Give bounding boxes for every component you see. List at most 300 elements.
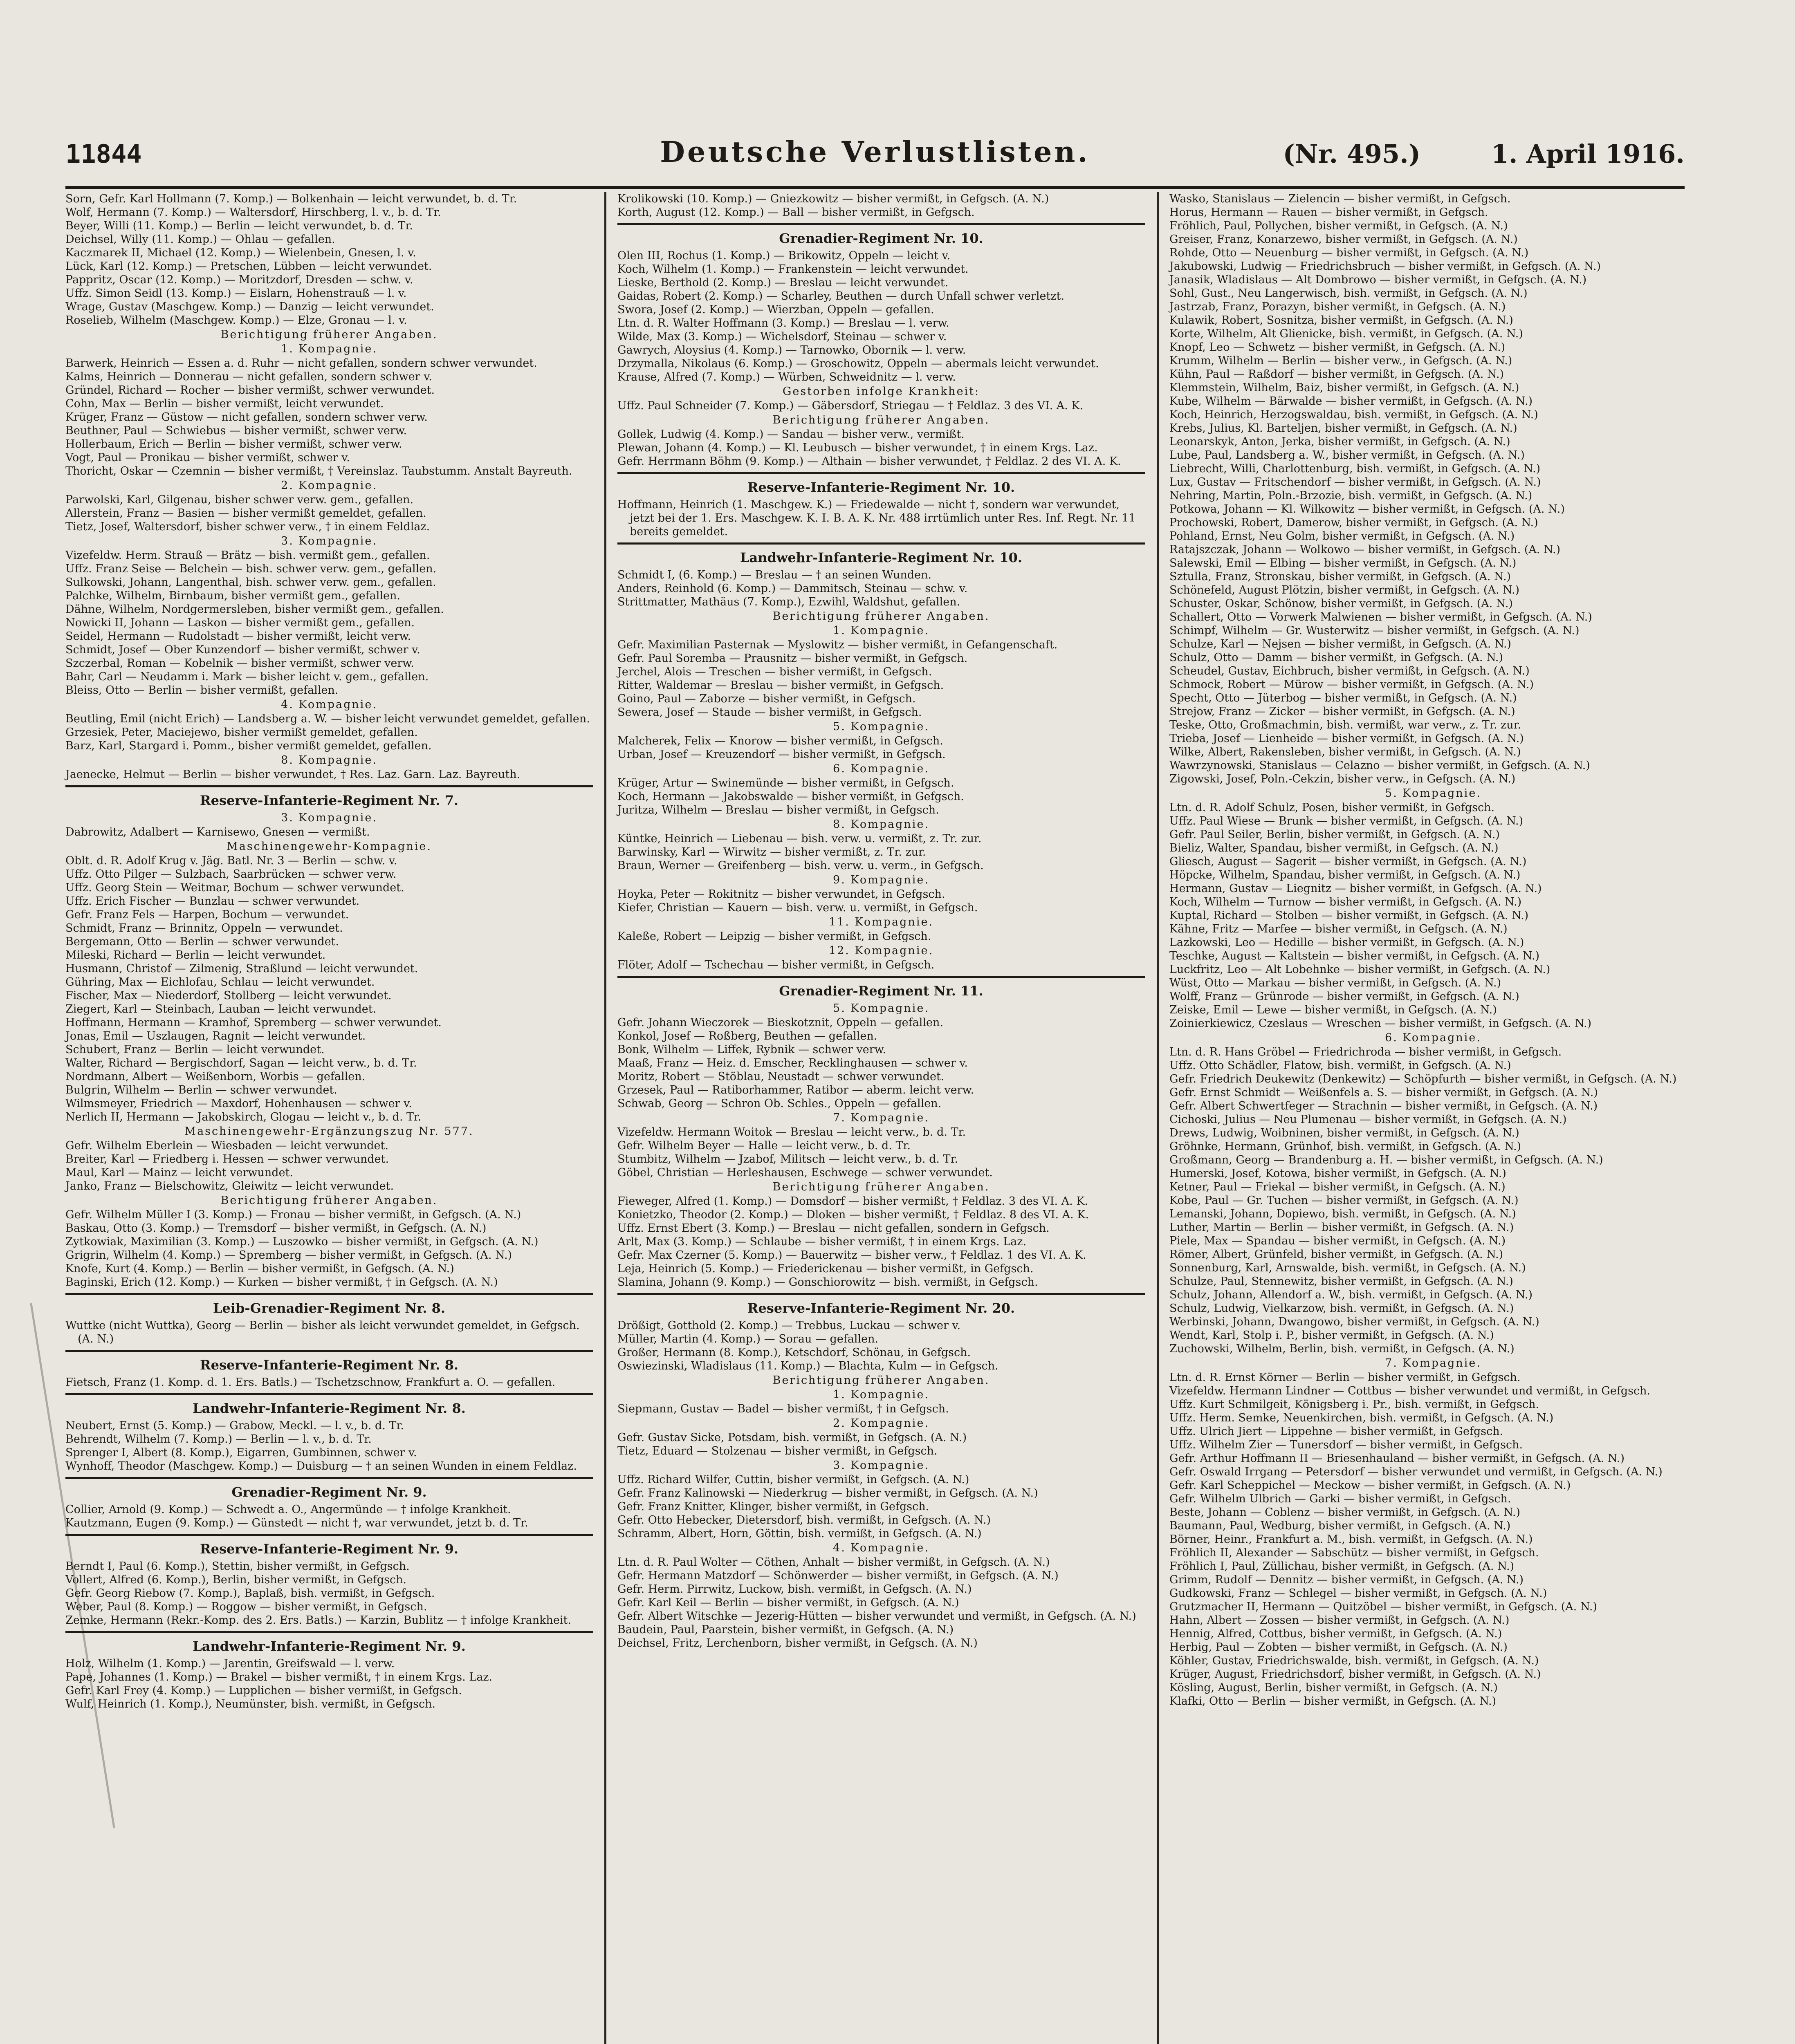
subheading: 7. Kompagnie. <box>833 1112 929 1124</box>
casualty-entry: Grzesiek, Peter, Maciejewo, bisher vermißt gemeldet, gefallen. <box>65 726 418 739</box>
casualty-entry: Weber, Paul (8. Komp.) — Roggow — bisher vermißt, in Gefgsch. <box>65 1600 427 1613</box>
casualty-entry: Gaidas, Robert (2. Komp.) — Scharley, Beuthen — durch Unfall schwer verletzt. <box>617 290 1065 303</box>
casualty-entry: Sztulla, Franz, Stronskau, bisher vermißt, in Gefgsch. (A. N.) <box>1169 570 1511 583</box>
casualty-entry: Grigrin, Wilhelm (4. Komp.) — Spremberg — bisher vermißt, in Gefgsch. (A. N.) <box>65 1249 512 1262</box>
casualty-entry: Schulz, Ludwig, Vielkarzow, bish. vermißt, in Gefgsch. (A. N.) <box>1169 1302 1514 1315</box>
casualty-entry: Fröhlich I, Paul, Züllichau, bisher vermißt, in Gefgsch. (A. N.) <box>1169 1560 1515 1573</box>
casualty-entry: Luckfritz, Leo — Alt Lobehnke — bisher vermißt, in Gefgsch. (A. N.) <box>1169 963 1550 976</box>
casualty-entry: Gefr. Wilhelm Eberlein — Wiesbaden — leicht verwundet. <box>65 1139 388 1152</box>
casualty-entry: Schulz, Johann, Allendorf a. W., bish. vermißt, in Gefgsch. (A. N.) <box>1169 1289 1533 1301</box>
casualty-entry: Hollerbaum, Erich — Berlin — bisher vermißt, schwer verw. <box>65 438 402 450</box>
casualty-entry: Anders, Reinhold (6. Komp.) — Dammitsch, Steinau — schw. v. <box>617 582 968 595</box>
casualty-entry: Krüger, August, Friedrichsdorf, bisher vermißt, in Gefgsch. (A. N.) <box>1169 1668 1541 1681</box>
casualty-entry: Großer, Hermann (8. Komp.), Ketschdorf, Schönau, in Gefgsch. <box>617 1346 971 1359</box>
casualty-entry: Uffz. Paul Schneider (7. Komp.) — Gäbersdorf, Striegau — † Feldlaz. 3 des VI. A. K. <box>617 399 1084 412</box>
casualty-entry: Ketner, Paul — Friekal — bisher vermißt, in Gefgsch. (A. N.) <box>1169 1181 1506 1193</box>
casualty-entry: Lieske, Berthold (2. Komp.) — Breslau — leicht verwundet. <box>617 276 949 289</box>
casualty-entry: Gefr. Herm. Pirrwitz, Luckow, bish. vermißt, in Gefgsch. (A. N.) <box>617 1583 972 1596</box>
casualty-entry: Baginski, Erich (12. Komp.) — Kurken — bisher vermißt, † in Gefgsch. (A. N.) <box>65 1276 498 1289</box>
section-rule <box>65 1631 593 1633</box>
casualty-entry: Zemke, Hermann (Rekr.-Komp. des 2. Ers. Batls.) — Karzin, Bublitz — † infolge Krankheit. <box>65 1614 571 1627</box>
casualty-entry: Großmann, Georg — Brandenburg a. H. — bisher vermißt, in Gefgsch. (A. N.) <box>1169 1154 1603 1166</box>
subheading: 3. Kompagnie. <box>833 1459 929 1472</box>
regiment-heading: Grenadier-Regiment Nr. 9. <box>231 1484 427 1500</box>
casualty-entry: Breiter, Karl — Friedberg i. Hessen — schwer verwundet. <box>65 1153 389 1165</box>
casualty-entry: Kaleße, Robert — Leipzig — bisher vermißt, in Gefgsch. <box>617 930 931 943</box>
subheading: 8. Kompagnie. <box>833 818 929 831</box>
casualty-entry: Kuptal, Richard — Stolben — bisher vermißt, in Gefgsch. (A. N.) <box>1169 909 1529 922</box>
subheading: 12. Kompagnie. <box>828 944 934 957</box>
casualty-entry: Drews, Ludwig, Woibninen, bisher vermißt, in Gefgsch. (A. N.) <box>1169 1127 1519 1139</box>
issue-date <box>1283 139 1685 169</box>
casualty-entry: Gudkowski, Franz — Schlegel — bisher vermißt, in Gefgsch. (A. N.) <box>1169 1587 1547 1600</box>
section-rule <box>617 223 1145 225</box>
column-middle <box>617 192 1145 1650</box>
casualty-entry: Krolikowski (10. Komp.) — Gniezkowitz — bisher vermißt, in Gefgsch. (A. N.) <box>617 193 1049 205</box>
casualty-entry: Vizefeldw. Hermann Lindner — Cottbus — bisher verwundet und vermißt, in Gefgsch. <box>1169 1385 1651 1397</box>
casualty-entry: Berndt I, Paul (6. Komp.), Stettin, bisher vermißt, in Gefgsch. <box>65 1560 410 1573</box>
regiment-heading: Reserve-Infanterie-Regiment Nr. 8. <box>200 1357 458 1373</box>
casualty-entry: Wilke, Albert, Rakensleben, bisher vermißt, in Gefgsch. (A. N.) <box>1169 746 1521 758</box>
casualty-entry: Palchke, Wilhelm, Birnbaum, bisher vermißt gem., gefallen. <box>65 589 400 602</box>
casualty-entry: Korth, August (12. Komp.) — Ball — bisher vermißt, in Gefgsch. <box>617 206 975 219</box>
casualty-entry: Grutzmacher II, Hermann — Quitzöbel — bisher vermißt, in Gefgsch. (A. N.) <box>1169 1600 1597 1613</box>
page-number: 11844 <box>65 139 142 169</box>
casualty-entry: Gröhnke, Hermann, Grünhof, bish. vermißt, in Gefgsch. (A. N.) <box>1169 1140 1521 1153</box>
casualty-entry: Humerski, Josef, Kotowa, bisher vermißt, in Gefgsch. (A. N.) <box>1169 1167 1506 1180</box>
casualty-entry: Beste, Johann — Coblenz — bisher vermißt, in Gefgsch. (A. N.) <box>1169 1506 1521 1519</box>
casualty-entry: Ratajszczak, Johann — Wolkowo — bisher vermißt, in Gefgsch. (A. N.) <box>1169 543 1561 556</box>
casualty-entry: Strittmatter, Mathäus (7. Komp.), Ezwihl, Waldshut, gefallen. <box>617 596 960 608</box>
date-text: 1. April 1916. <box>1491 139 1685 169</box>
column-divider <box>1157 192 1159 2044</box>
subheading: 1. Kompagnie. <box>833 624 929 637</box>
subheading: 1. Kompagnie. <box>281 343 377 355</box>
casualty-entry: Koch, Hermann — Jakobswalde — bisher vermißt, in Gefgsch. <box>617 790 964 803</box>
casualty-entry: Börner, Heinr., Frankfurt a. M., bish. vermißt, in Gefgsch. (A. N.) <box>1169 1533 1533 1546</box>
casualty-entry: Gefr. Wilhelm Ulbrich — Garki — bisher vermißt, in Gefgsch. <box>1169 1493 1511 1505</box>
casualty-entry: Rohde, Otto — Neuenburg — bisher vermißt, in Gefgsch. (A. N.) <box>1169 247 1529 259</box>
regiment-heading: Grenadier-Regiment Nr. 11. <box>779 983 983 999</box>
casualty-entry: Gefr. Hermann Matzdorf — Schönwerder — bisher vermißt, in Gefgsch. (A. N.) <box>617 1569 1059 1582</box>
casualty-entry: Grimm, Rudolf — Dennitz — bisher vermißt, in Gefgsch. (A. N.) <box>1169 1573 1524 1586</box>
column-right <box>1169 192 1697 1708</box>
casualty-entry: Uffz. Georg Stein — Weitmar, Bochum — schwer verwundet. <box>65 881 404 894</box>
casualty-entry: Zeiske, Emil — Lewe — bisher vermißt, in Gefgsch. (A. N.) <box>1169 1004 1497 1016</box>
casualty-entry: Ltn. d. R. Walter Hoffmann (3. Komp.) — Breslau — l. verw. <box>617 317 949 329</box>
casualty-entry: Gefr. Herrmann Böhm (9. Komp.) — Althain — bisher verwundet, † Feldlaz. 2 des VI. A. K. <box>617 455 1121 468</box>
casualty-entry: Pappritz, Oscar (12. Komp.) — Moritzdorf, Dresden — schw. v. <box>65 273 413 286</box>
casualty-entry: Maaß, Franz — Heiz. d. Emscher, Recklinghausen — schwer v. <box>617 1057 968 1069</box>
casualty-entry: Müller, Martin (4. Komp.) — Sorau — gefallen. <box>617 1333 879 1345</box>
casualty-entry: Strejow, Franz — Zicker — bisher vermißt, in Gefgsch. (A. N.) <box>1169 705 1515 718</box>
casualty-entry: Gefr. Franz Kalinowski — Niederkrug — bisher vermißt, in Gefgsch. (A. N.) <box>617 1487 1038 1499</box>
regiment-heading: Landwehr-Infanterie-Regiment Nr. 9. <box>193 1638 466 1654</box>
casualty-entry: Barz, Karl, Stargard i. Pomm., bisher vermißt gemeldet, gefallen. <box>65 740 432 752</box>
regiment-heading: Reserve-Infanterie-Regiment Nr. 7. <box>200 793 458 808</box>
subheading: 6. Kompagnie. <box>1385 1031 1481 1044</box>
casualty-entry: Gliesch, August — Sagerit — bisher vermißt, in Gefgsch. (A. N.) <box>1169 855 1527 868</box>
header-rule <box>65 186 1685 189</box>
casualty-entry: Jastrzab, Franz, Porazyn, bisher vermißt, in Gefgsch. (A. N.) <box>1169 300 1506 313</box>
casualty-entry: Schuster, Oskar, Schönow, bisher vermißt, in Gefgsch. (A. N.) <box>1169 597 1513 610</box>
casualty-entry: Schwab, Georg — Schron Ob. Schles., Oppeln — gefallen. <box>617 1097 942 1110</box>
regiment-heading: Grenadier-Regiment Nr. 10. <box>779 231 983 246</box>
casualty-entry: Gefr. Max Czerner (5. Komp.) — Bauerwitz — bisher verw., † Feldlaz. 1 des VI. A. K. <box>617 1249 1086 1262</box>
casualty-entry: Fietsch, Franz (1. Komp. d. 1. Ers. Batls.) — Tschetzschnow, Frankfurt a. O. — gefallen. <box>65 1376 556 1389</box>
casualty-entry: Thoricht, Oskar — Czemnin — bisher vermißt, † Vereinslaz. Taubstumm. Anstalt Bayreuth. <box>65 465 572 477</box>
casualty-entry: Swora, Josef (2. Komp.) — Wierzban, Oppeln — gefallen. <box>617 303 934 316</box>
casualty-entry: Leonarskyk, Anton, Jerka, bisher vermißt, in Gefgsch. (A. N.) <box>1169 435 1510 448</box>
casualty-entry: Ltn. d. R. Adolf Schulz, Posen, bisher vermißt, in Gefgsch. <box>1169 801 1495 814</box>
section-rule <box>617 542 1145 545</box>
casualty-entry: Höpcke, Wilhelm, Spandau, bisher vermißt, in Gefgsch. (A. N.) <box>1169 869 1521 881</box>
casualty-entry: Konietzko, Theodor (2. Komp.) — Dloken — bisher vermißt, † Feldlaz. 8 des VI. A. K. <box>617 1208 1089 1221</box>
casualty-entry: Ltn. d. R. Hans Gröbel — Friedrichroda — bisher vermißt, in Gefgsch. <box>1169 1046 1562 1058</box>
casualty-entry: Gefr. Gustav Sicke, Potsdam, bish. vermißt, in Gefgsch. (A. N.) <box>617 1431 967 1444</box>
casualty-entry: Wilde, Max (3. Komp.) — Wichelsdorf, Steinau — schwer v. <box>617 330 947 343</box>
casualty-entry: Klemmstein, Wilhelm, Baiz, bisher vermißt, in Gefgsch. (A. N.) <box>1169 381 1519 394</box>
casualty-entry: Lube, Paul, Landsberg a. W., bisher vermißt, in Gefgsch. (A. N.) <box>1169 449 1525 462</box>
casualty-entry: Fröhlich II, Alexander — Sabschütz — bisher vermißt, in Gefgsch. <box>1169 1546 1539 1559</box>
casualty-entry: Gawrych, Aloysius (4. Komp.) — Tarnowko, Obornik — l. verw. <box>617 344 966 356</box>
casualty-entry: Beyer, Willi (11. Komp.) — Berlin — leicht verwundet, b. d. Tr. <box>65 220 413 232</box>
subheading: 6. Kompagnie. <box>833 762 929 775</box>
casualty-entry: Bulgrin, Wilhelm — Berlin — schwer verwundet. <box>65 1084 337 1096</box>
casualty-entry: Lux, Gustav — Fritschendorf — bisher vermißt, in Gefgsch. (A. N.) <box>1169 476 1541 489</box>
page-title: Deutsche Verlustlisten. <box>660 135 1090 169</box>
casualty-entry: Tietz, Eduard — Stolzenau — bisher vermißt, in Gefgsch. <box>617 1445 938 1457</box>
regiment-heading: Landwehr-Infanterie-Regiment Nr. 8. <box>193 1401 466 1416</box>
subheading: 11. Kompagnie. <box>828 916 934 928</box>
casualty-entry: Gefr. Oswald Irrgang — Petersdorf — bisher verwundet und vermißt, in Gefgsch. (A. N.) <box>1169 1466 1663 1478</box>
casualty-entry: Gefr. Karl Scheppichel — Meckow — bisher vermißt, in Gefgsch. (A. N.) <box>1169 1479 1571 1492</box>
casualty-entry: Jakubowski, Ludwig — Friedrichsbruch — bisher vermißt, in Gefgsch. (A. N.) <box>1169 260 1601 273</box>
section-rule <box>65 1534 593 1536</box>
subheading: Berichtigung früherer Angaben. <box>772 414 990 426</box>
subheading: 1. Kompagnie. <box>833 1388 929 1401</box>
casualty-entry: Knofe, Kurt (4. Komp.) — Berlin — bisher vermißt, in Gefgsch. (A. N.) <box>65 1262 454 1275</box>
casualty-entry: Wüst, Otto — Markau — bisher vermißt, in Gefgsch. (A. N.) <box>1169 977 1501 989</box>
casualty-entry: Sohl, Gust., Neu Langerwisch, bish. vermißt, in Gefgsch. (A. N.) <box>1169 287 1528 300</box>
casualty-entry: Gefr. Albert Schwertfeger — Strachnin — bisher vermißt, in Gefgsch. (A. N.) <box>1169 1100 1598 1112</box>
casualty-entry: Drößigt, Gotthold (2. Komp.) — Trebbus, Luckau — schwer v. <box>617 1319 961 1332</box>
casualty-entry: Gefr. Johann Wieczorek — Bieskotznit, Oppeln — gefallen. <box>617 1016 943 1029</box>
casualty-entry: Potkowa, Johann — Kl. Wilkowitz — bisher vermißt, in Gefgsch. (A. N.) <box>1169 503 1565 515</box>
casualty-entry: Uffz. Otto Pilger — Sulzbach, Saarbrücken — schwer verw. <box>65 868 397 881</box>
section-rule <box>65 1477 593 1479</box>
issue-number: (Nr. 495.) <box>1283 139 1421 169</box>
casualty-entry: Pohland, Ernst, Neu Golm, bisher vermißt, in Gefgsch. (A. N.) <box>1169 530 1515 542</box>
casualty-entry: Malcherek, Felix — Knorow — bisher vermißt, in Gefgsch. <box>617 735 943 747</box>
casualty-entry: Barwerk, Heinrich — Essen a. d. Ruhr — nicht gefallen, sondern schwer verwundet. <box>65 357 537 370</box>
casualty-entry: Kobe, Paul — Gr. Tuchen — bisher vermißt, in Gefgsch. (A. N.) <box>1169 1194 1519 1207</box>
subheading: Berichtigung früherer Angaben. <box>772 1181 990 1193</box>
casualty-entry: Mileski, Richard — Berlin — leicht verwundet. <box>65 949 326 961</box>
casualty-entry: Nordmann, Albert — Weißenborn, Worbis — gefallen. <box>65 1070 366 1083</box>
casualty-entry: Gefr. Georg Riebow (7. Komp.), Baplaß, bish. vermißt, in Gefgsch. <box>65 1587 435 1600</box>
casualty-entry: Wendt, Karl, Stolp i. P., bisher vermißt, in Gefgsch. (A. N.) <box>1169 1329 1494 1342</box>
casualty-entry: Korte, Wilhelm, Alt Glienicke, bish. vermißt, in Gefgsch. (A. N.) <box>1169 327 1523 340</box>
casualty-entry: Gründel, Richard — Rocher — bisher vermißt, schwer verwundet. <box>65 384 435 397</box>
casualty-entry: Scheudel, Gustav, Eichbruch, bisher vermißt, in Gefgsch. (A. N.) <box>1169 665 1530 677</box>
casualty-entry: Uffz. Otto Schädler, Flatow, bish. vermißt, in Gefgsch. (A. N.) <box>1169 1059 1511 1072</box>
subheading: 2. Kompagnie. <box>281 479 377 492</box>
casualty-entry: Zigowski, Josef, Poln.-Cekzin, bisher verw., in Gefgsch. (A. N.) <box>1169 773 1516 785</box>
casualty-entry: Grzesek, Paul — Ratiborhammer, Ratibor — aberm. leicht verw. <box>617 1084 974 1096</box>
casualty-entry: Fröhlich, Paul, Pollychen, bisher vermißt, in Gefgsch. (A. N.) <box>1169 220 1508 232</box>
casualty-entry: Plewan, Johann (4. Komp.) — Kl. Leubusch — bisher verwundet, † in einem Krgs. Laz. <box>617 442 1098 454</box>
regiment-heading: Reserve-Infanterie-Regiment Nr. 9. <box>200 1541 458 1557</box>
subheading: Berichtigung früherer Angaben. <box>220 1194 438 1207</box>
casualty-entry: Specht, Otto — Jüterbog — bisher vermißt, in Gefgsch. (A. N.) <box>1169 692 1517 704</box>
subheading: 7. Kompagnie. <box>1385 1357 1481 1369</box>
casualty-entry: Vizefeldw. Herm. Strauß — Brätz — bish. vermißt gem., gefallen. <box>65 549 430 562</box>
casualty-entry: Juritza, Wilhelm — Breslau — bisher vermißt, in Gefgsch. <box>617 804 939 816</box>
casualty-entry: Gefr. Karl Frey (4. Komp.) — Lupplichen — bisher vermißt, in Gefgsch. <box>65 1684 462 1697</box>
casualty-entry: Maul, Karl — Mainz — leicht verwundet. <box>65 1166 293 1179</box>
casualty-entry: Parwolski, Karl, Gilgenau, bisher schwer verw. gem., gefallen. <box>65 493 414 506</box>
casualty-entry: Neubert, Ernst (5. Komp.) — Grabow, Meckl. — l. v., b. d. Tr. <box>65 1419 404 1432</box>
casualty-entry: Teschke, August — Kaltstein — bisher vermißt, in Gefgsch. (A. N.) <box>1169 950 1540 962</box>
casualty-entry: Wulf, Heinrich (1. Komp.), Neumünster, bish. vermißt, in Gefgsch. <box>65 1698 436 1710</box>
casualty-entry: Oswiezinski, Wladislaus (11. Komp.) — Blachta, Kulm — in Gefgsch. <box>617 1360 998 1372</box>
casualty-entry: Kähne, Fritz — Marfee — bisher vermißt, in Gefgsch. (A. N.) <box>1169 923 1508 935</box>
section-rule <box>65 1293 593 1295</box>
casualty-entry: Wolf, Hermann (7. Komp.) — Waltersdorf, Hirschberg, l. v., b. d. Tr. <box>65 206 441 219</box>
section-rule <box>617 1293 1145 1295</box>
casualty-entry: Koch, Heinrich, Herzogswaldau, bish. vermißt, in Gefgsch. (A. N.) <box>1169 408 1538 421</box>
casualty-entry: Kautzmann, Eugen (9. Komp.) — Günstedt — nicht †, war verwundet, jetzt b. d. Tr. <box>65 1517 528 1529</box>
casualty-entry: Koch, Wilhelm — Turnow — bisher vermißt, in Gefgsch. (A. N.) <box>1169 896 1522 908</box>
casualty-entry: Gefr. Wilhelm Beyer — Halle — leicht verw., b. d. Tr. <box>617 1139 911 1152</box>
casualty-entry: Salewski, Emil — Elbing — bisher vermißt, in Gefgsch. (A. N.) <box>1169 557 1517 569</box>
casualty-entry: Uffz. Wilhelm Zier — Tunersdorf — bisher vermißt, in Gefgsch. <box>1169 1439 1523 1451</box>
casualty-entry: Krause, Alfred (7. Komp.) — Würben, Schweidnitz — l. verw. <box>617 371 956 383</box>
casualty-entry: Gefr. Ernst Schmidt — Weißenfels a. S. — bisher vermißt, in Gefgsch. (A. N.) <box>1169 1086 1598 1099</box>
casualty-entry: Slamina, Johann (9. Komp.) — Gonschiorowitz — bish. vermißt, in Gefgsch. <box>617 1276 1038 1289</box>
casualty-entry: Kösling, August, Berlin, bisher vermißt, in Gefgsch. (A. N.) <box>1169 1681 1498 1694</box>
casualty-entry: Hoffmann, Hermann — Kramhof, Spremberg — schwer verwundet. <box>65 1016 442 1029</box>
casualty-entry: Trieba, Josef — Lienheide — bisher vermißt, in Gefgsch. (A. N.) <box>1169 732 1524 745</box>
casualty-entry: Uffz. Franz Seise — Belchein — bish. schwer verw. gem., gefallen. <box>65 563 437 575</box>
casualty-entry: Drzymalla, Nikolaus (6. Komp.) — Groschowitz, Oppeln — abermals leicht verwundet. <box>617 357 1099 370</box>
casualty-entry: Holz, Wilhelm (1. Komp.) — Jarentin, Greifswald — l. verw. <box>65 1657 395 1670</box>
subheading: Berichtigung früherer Angaben. <box>772 610 990 623</box>
casualty-entry: Jaenecke, Helmut — Berlin — bisher verwundet, † Res. Laz. Garn. Laz. Bayreuth. <box>65 768 521 781</box>
casualty-entry: Gollek, Ludwig (4. Komp.) — Sandau — bisher verw., vermißt. <box>617 428 965 441</box>
casualty-entry: Wolff, Franz — Grünrode — bisher vermißt, in Gefgsch. (A. N.) <box>1169 990 1519 1003</box>
casualty-entry: Hahn, Albert — Zossen — bisher vermißt, in Gefgsch. (A. N.) <box>1169 1614 1510 1627</box>
casualty-entry: Krebs, Julius, Kl. Barteljen, bisher vermißt, in Gefgsch. (A. N.) <box>1169 422 1517 435</box>
casualty-entry: Roselieb, Wilhelm (Maschgew. Komp.) — Elze, Gronau — l. v. <box>65 314 407 327</box>
casualty-entry: Jerchel, Alois — Treschen — bisher vermißt, in Gefgsch. <box>617 666 932 678</box>
casualty-entry: Bahr, Carl — Neudamm i. Mark — bisher leicht v. gem., gefallen. <box>65 670 429 683</box>
subheading: 5. Kompagnie. <box>1385 787 1481 800</box>
casualty-entry: Deichsel, Fritz, Lerchenborn, bisher vermißt, in Gefgsch. (A. N.) <box>617 1637 978 1650</box>
casualty-entry: Wasko, Stanislaus — Zielencin — bisher vermißt, in Gefgsch. <box>1169 193 1511 205</box>
casualty-entry: Krüger, Franz — Güstow — nicht gefallen, sondern schwer verw. <box>65 411 428 424</box>
casualty-entry: Schulze, Paul, Stennewitz, bisher vermißt, in Gefgsch. (A. N.) <box>1169 1275 1513 1288</box>
subheading: 5. Kompagnie. <box>833 1002 929 1015</box>
casualty-entry: Baudein, Paul, Paarstein, bisher vermißt, in Gefgsch. (A. N.) <box>617 1623 954 1636</box>
casualty-entry: Seidel, Hermann — Rudolstadt — bisher vermißt, leicht verw. <box>65 630 411 643</box>
casualty-entry: Gefr. Franz Fels — Harpen, Bochum — verwundet. <box>65 908 349 921</box>
column-left <box>65 192 593 1711</box>
casualty-entry: Wrage, Gustav (Maschgew. Komp.) — Danzig — leicht verwundet. <box>65 300 434 313</box>
casualty-entry: Hoyka, Peter — Rokitnitz — bisher verwundet, in Gefgsch. <box>617 888 945 901</box>
casualty-entry: Uffz. Ulrich Jiert — Lippehne — bisher vermißt, in Gefgsch. <box>1169 1425 1503 1438</box>
casualty-entry: Vizefeldw. Hermann Woitok — Breslau — leicht verw., b. d. Tr. <box>617 1126 966 1139</box>
casualty-entry: Schmidt I, (6. Komp.) — Breslau — † an seinen Wunden. <box>617 569 932 581</box>
casualty-entry: Gefr. Otto Hebecker, Dietersdorf, bish. vermißt, in Gefgsch. (A. N.) <box>617 1514 991 1526</box>
subheading: 5. Kompagnie. <box>833 720 929 733</box>
casualty-entry: Uffz. Ernst Ebert (3. Komp.) — Breslau — nicht gefallen, sondern in Gefgsch. <box>617 1222 1050 1235</box>
section-rule <box>65 1350 593 1352</box>
casualty-entry: Flöter, Adolf — Tschechau — bisher vermißt, in Gefgsch. <box>617 959 935 971</box>
casualty-entry: Dabrowitz, Adalbert — Karnisewo, Gnesen — vermißt. <box>65 826 370 838</box>
casualty-entry: Oblt. d. R. Adolf Krug v. Jäg. Batl. Nr. 3 — Berlin — schw. v. <box>65 854 397 867</box>
section-rule <box>617 472 1145 474</box>
regiment-heading: Reserve-Infanterie-Regiment Nr. 20. <box>747 1300 1015 1316</box>
casualty-entry: Greiser, Franz, Konarzewo, bisher vermißt, in Gefgsch. (A. N.) <box>1169 233 1518 246</box>
subheading: Gestorben infolge Krankheit: <box>782 385 980 398</box>
casualty-entry: Ritter, Waldemar — Breslau — bisher vermißt, in Gefgsch. <box>617 679 944 692</box>
casualty-entry: Prochowski, Robert, Damerow, bisher vermißt, in Gefgsch. (A. N.) <box>1169 516 1538 529</box>
casualty-entry: Gefr. Albert Witschke — Jezerig-Hütten — bisher verwundet und vermißt, in Gefgsch. (A. N.) <box>617 1610 1136 1623</box>
casualty-entry: Janasik, Wladislaus — Alt Dombrowo — bisher vermißt, in Gefgsch. (A. N.) <box>1169 273 1587 286</box>
casualty-entry: Schulze, Karl — Nejsen — bisher vermißt, in Gefgsch. (A. N.) <box>1169 638 1511 650</box>
casualty-entry: Uffz. Kurt Schmilgeit, Königsberg i. Pr., bish. vermißt, in Gefgsch. <box>1169 1398 1539 1411</box>
casualty-entry: Deichsel, Willy (11. Komp.) — Ohlau — gefallen. <box>65 233 335 246</box>
casualty-entry: Luther, Martin — Berlin — bisher vermißt, in Gefgsch. (A. N.) <box>1169 1221 1514 1234</box>
subheading: Maschinengewehr-Kompagnie. <box>227 840 432 853</box>
casualty-entry: Cohn, Max — Berlin — bisher vermißt, leicht verwundet. <box>65 397 384 410</box>
section-rule <box>65 785 593 787</box>
casualty-entry: Gefr. Wilhelm Müller I (3. Komp.) — Fronau — bisher vermißt, in Gefgsch. (A. N.) <box>65 1208 521 1221</box>
regiment-heading: Leib-Grenadier-Regiment Nr. 8. <box>213 1300 445 1316</box>
casualty-entry: Gefr. Maximilian Pasternak — Myslowitz — bisher vermißt, in Gefangenschaft. <box>617 639 1058 651</box>
casualty-entry: Wuttke (nicht Wuttka), Georg — Berlin — bisher als leicht verwundet gemeldet, in Gefgsch. (A. N.) <box>65 1319 580 1345</box>
casualty-entry: Herbig, Paul — Zobten — bisher vermißt, in Gefgsch. (A. N.) <box>1169 1641 1508 1654</box>
casualty-entry: Kube, Wilhelm — Bärwalde — bisher vermißt, in Gefgsch. (A. N.) <box>1169 395 1533 408</box>
casualty-entry: Barwinsky, Karl — Wirwitz — bisher vermißt, z. Tr. zur. <box>617 846 926 858</box>
casualty-entry: Dähne, Wilhelm, Nordgermersleben, bisher vermißt gem., gefallen. <box>65 603 444 616</box>
subheading: 3. Kompagnie. <box>281 535 377 547</box>
casualty-entry: Werbinski, Johann, Dwangowo, bisher vermißt, in Gefgsch. (A. N.) <box>1169 1316 1539 1328</box>
casualty-entry: Allerstein, Franz — Basien — bisher vermißt gemeldet, gefallen. <box>65 507 426 520</box>
casualty-entry: Ziegert, Karl — Steinbach, Lauban — leicht verwundet. <box>65 1003 377 1015</box>
casualty-entry: Siepmann, Gustav — Badel — bisher vermißt, † in Gefgsch. <box>617 1403 949 1415</box>
casualty-entry: Uffz. Simon Seidl (13. Komp.) — Eislarn, Hohenstrauß — l. v. <box>65 287 407 300</box>
casualty-entry: Schulz, Otto — Damm — bisher vermißt, in Gefgsch. (A. N.) <box>1169 651 1503 664</box>
subheading: Maschinengewehr-Ergänzungszug Nr. 577. <box>184 1125 474 1138</box>
casualty-entry: Fieweger, Alfred (1. Komp.) — Domsdorf — bisher vermißt, † Feldlaz. 3 des VI. A. K. <box>617 1195 1088 1208</box>
casualty-entry: Beuthner, Paul — Schwiebus — bisher vermißt, schwer verw. <box>65 424 407 437</box>
regiment-heading: Reserve-Infanterie-Regiment Nr. 10. <box>747 480 1015 495</box>
casualty-entry: Vogt, Paul — Pronikau — bisher vermißt, schwer v. <box>65 451 350 464</box>
subheading: 8. Kompagnie. <box>281 754 377 766</box>
casualty-entry: Kühn, Paul — Raßdorf — bisher vermißt, in Gefgsch. (A. N.) <box>1169 368 1504 381</box>
casualty-entry: Uffz. Herm. Semke, Neuenkirchen, bish. vermißt, in Gefgsch. (A. N.) <box>1169 1412 1554 1424</box>
casualty-entry: Liebrecht, Willi, Charlottenburg, bish. vermißt, in Gefgsch. (A. N.) <box>1169 462 1541 475</box>
casualty-entry: Husmann, Christof — Zilmenig, Straßlund — leicht verwundet. <box>65 962 418 975</box>
casualty-entry: Sewera, Josef — Staude — bisher vermißt, in Gefgsch. <box>617 706 922 719</box>
subheading: 3. Kompagnie. <box>281 811 377 824</box>
casualty-entry: Schmidt, Josef — Ober Kunzendorf — bisher vermißt, schwer v. <box>65 643 420 656</box>
casualty-entry: Uffz. Paul Wiese — Brunk — bisher vermißt, in Gefgsch. (A. N.) <box>1169 815 1524 827</box>
casualty-entry: Pape, Johannes (1. Komp.) — Brakel — bisher vermißt, † in einem Krgs. Laz. <box>65 1671 493 1683</box>
subheading: 4. Kompagnie. <box>281 698 377 711</box>
casualty-entry: Knopf, Leo — Schwetz — bisher vermißt, in Gefgsch. (A. N.) <box>1169 341 1506 354</box>
casualty-entry: Römer, Albert, Grünfeld, bisher vermißt, in Gefgsch. (A. N.) <box>1169 1248 1503 1261</box>
casualty-entry: Schallert, Otto — Vorwerk Malwienen — bisher vermißt, in Gefgsch. (A. N.) <box>1169 611 1592 623</box>
casualty-entry: Konkol, Josef — Roßberg, Beuthen — gefallen. <box>617 1030 877 1042</box>
casualty-entry: Ltn. d. R. Paul Wolter — Cöthen, Anhalt — bisher vermißt, in Gefgsch. (A. N.) <box>617 1556 1050 1569</box>
casualty-entry: Hermann, Gustav — Liegnitz — bisher vermißt, in Gefgsch. (A. N.) <box>1169 882 1542 895</box>
casualty-entry: Zoinierkiewicz, Czeslaus — Wreschen — bisher vermißt, in Gefgsch. (A. N.) <box>1169 1017 1592 1030</box>
subheading: 2. Kompagnie. <box>833 1417 929 1430</box>
casualty-entry: Bieliz, Walter, Spandau, bisher vermißt, in Gefgsch. (A. N.) <box>1169 842 1499 854</box>
casualty-entry: Gefr. Paul Soremba — Prausnitz — bisher vermißt, in Gefgsch. <box>617 652 968 665</box>
casualty-entry: Sonnenburg, Karl, Arnswalde, bish. vermißt, in Gefgsch. (A. N.) <box>1169 1262 1526 1274</box>
casualty-entry: Stumbitz, Wilhelm — Jzabof, Militsch — leicht verw., b. d. Tr. <box>617 1153 958 1165</box>
page-header <box>65 135 1685 184</box>
casualty-entry: Lazkowski, Leo — Hedille — bisher vermißt, in Gefgsch. (A. N.) <box>1169 936 1524 949</box>
casualty-entry: Zuchowski, Wilhelm, Berlin, bish. vermißt, in Gefgsch. (A. N.) <box>1169 1342 1515 1355</box>
column-divider <box>604 192 606 2044</box>
casualty-entry: Braun, Werner — Greifenberg — bish. verw. u. verm., in Gefgsch. <box>617 859 984 872</box>
casualty-entry: Bleiss, Otto — Berlin — bisher vermißt, gefallen. <box>65 684 339 697</box>
casualty-entry: Göbel, Christian — Herleshausen, Eschwege — schwer verwundet. <box>617 1166 993 1179</box>
casualty-entry: Kiefer, Christian — Kauern — bish. verw. u. vermißt, in Gefgsch. <box>617 901 978 914</box>
casualty-entry: Krumm, Wilhelm — Berlin — bisher verw., in Gefgsch. (A. N.) <box>1169 354 1512 367</box>
casualty-entry: Cichoski, Julius — Neu Plumenau — bisher vermißt, in Gefgsch. (A. N.) <box>1169 1113 1567 1126</box>
casualty-entry: Sorn, Gefr. Karl Hollmann (7. Komp.) — Bolkenhain — leicht verwundet, b. d. Tr. <box>65 193 517 205</box>
casualty-entry: Urban, Josef — Kreuzendorf — bisher vermißt, in Gefgsch. <box>617 748 946 761</box>
casualty-entry: Gefr. Franz Knitter, Klinger, bisher vermißt, in Gefgsch. <box>617 1500 929 1513</box>
casualty-entry: Beutling, Emil (nicht Erich) — Landsberg a. W. — bisher leicht verwundet gemeldet, gefallen. <box>65 713 590 725</box>
casualty-entry: Gefr. Karl Keil — Berlin — bisher vermißt, in Gefgsch. (A. N.) <box>617 1596 959 1609</box>
casualty-entry: Wynhoff, Theodor (Maschgew. Komp.) — Duisburg — † an seinen Wunden in einem Feldlaz. <box>65 1460 577 1472</box>
casualty-entry: Krüger, Artur — Swinemünde — bisher vermißt, in Gefgsch. <box>617 777 954 789</box>
casualty-entry: Uffz. Richard Wilfer, Cuttin, bisher vermißt, in Gefgsch. (A. N.) <box>617 1473 969 1486</box>
casualty-entry: Behrendt, Wilhelm (7. Komp.) — Berlin — l. v., b. d. Tr. <box>65 1433 372 1446</box>
casualty-entry: Baumann, Paul, Wedburg, bisher vermißt, in Gefgsch. (A. N.) <box>1169 1520 1511 1532</box>
casualty-entry: Wilmsmeyer, Friedrich — Maxdorf, Hohenhausen — schwer v. <box>65 1097 412 1110</box>
section-rule <box>617 976 1145 978</box>
casualty-entry: Collier, Arnold (9. Komp.) — Schwedt a. O., Angermünde — † infolge Krankheit. <box>65 1503 511 1516</box>
casualty-entry: Nerlich II, Hermann — Jakobskirch, Glogau — leicht v., b. d. Tr. <box>65 1111 422 1123</box>
casualty-entry: Wawrzynowski, Stanislaus — Celazno — bisher vermißt, in Gefgsch. (A. N.) <box>1169 759 1590 772</box>
casualty-entry: Schimpf, Wilhelm — Gr. Wusterwitz — bisher vermißt, in Gefgsch. (A. N.) <box>1169 624 1580 637</box>
casualty-entry: Horus, Hermann — Rauen — bisher vermißt, in Gefgsch. <box>1169 206 1488 219</box>
casualty-entry: Uffz. Erich Fischer — Bunzlau — schwer verwundet. <box>65 895 360 908</box>
casualty-entry: Bonk, Wilhelm — Liffek, Rybnik — schwer verw. <box>617 1043 886 1056</box>
casualty-entry: Walter, Richard — Bergischdorf, Sagan — leicht verw., b. d. Tr. <box>65 1057 417 1069</box>
subheading: 4. Kompagnie. <box>833 1542 929 1554</box>
casualty-entry: Moritz, Robert — Stöblau, Neustadt — schwer verwundet. <box>617 1070 945 1083</box>
casualty-entry: Arlt, Max (3. Komp.) — Schlaube — bisher vermißt, † in einem Krgs. Laz. <box>617 1235 1027 1248</box>
casualty-entry: Janko, Franz — Bielschowitz, Gleiwitz — leicht verwundet. <box>65 1180 394 1192</box>
casualty-entry: Klafki, Otto — Berlin — bisher vermißt, in Gefgsch. (A. N.) <box>1169 1695 1497 1708</box>
casualty-entry: Küntke, Heinrich — Liebenau — bish. verw. u. vermißt, z. Tr. zur. <box>617 832 982 845</box>
casualty-entry: Kalms, Heinrich — Donnerau — nicht gefallen, sondern schwer v. <box>65 370 432 383</box>
casualty-entry: Ltn. d. R. Ernst Körner — Berlin — bisher vermißt, in Gefgsch. <box>1169 1371 1521 1384</box>
casualty-entry: Zytkowiak, Maximilian (3. Komp.) — Luszowko — bisher vermißt, in Gefgsch. (A. N.) <box>65 1235 538 1248</box>
casualty-entry: Vollert, Alfred (6. Komp.), Berlin, bisher vermißt, in Gefgsch. <box>65 1573 407 1586</box>
casualty-entry: Fischer, Max — Niederdorf, Stollberg — leicht verwundet. <box>65 989 392 1002</box>
